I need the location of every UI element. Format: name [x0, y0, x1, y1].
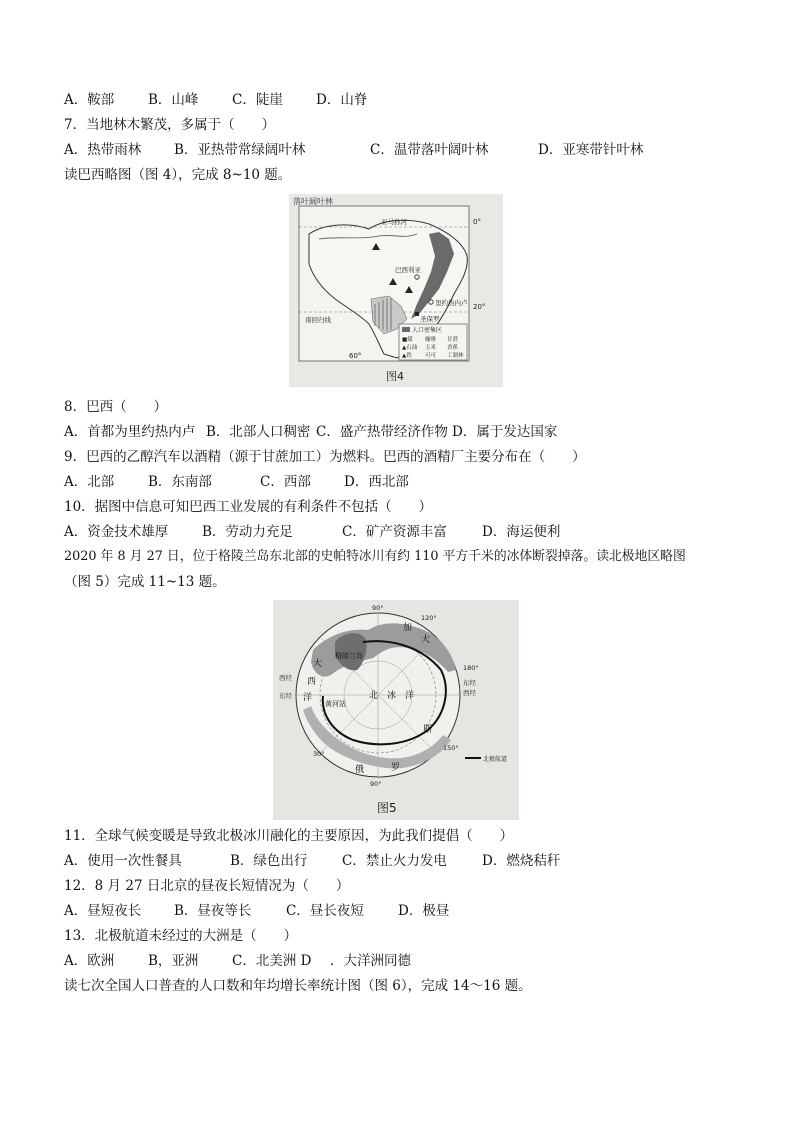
- fig5-da: 大: [313, 659, 323, 669]
- q7-option-a: A．热带雨林: [64, 142, 142, 158]
- fig5-russia-e: 俄: [355, 765, 365, 775]
- fig4-lon60-label: 60°: [349, 352, 362, 360]
- fig5-xi: 西: [307, 677, 317, 687]
- legend-item-7: ▲铁: [402, 353, 412, 359]
- q11-option-a: A．使用一次性餐具: [64, 853, 182, 869]
- q6-option-a: A．鞍部: [64, 92, 115, 108]
- fig4-tropic-label: 南回归线: [305, 316, 331, 324]
- fig5-yellowriver: 黄河站: [325, 700, 346, 708]
- legend-item-6: 香蕉: [447, 345, 459, 351]
- fig5-west: 西经: [279, 674, 292, 682]
- q11-option-d: D．燃烧秸秆: [482, 853, 561, 869]
- fig5-deg150: 150°: [443, 744, 459, 752]
- q8-option-c: C．盛产热带经济作物: [316, 424, 448, 440]
- fig5-deg90-bottom: 90°: [370, 780, 382, 788]
- q9-option-b: B．东南部: [148, 474, 212, 490]
- q8-option-d: D．属于发达国家: [452, 424, 558, 440]
- fig5-west-right: 西经: [463, 689, 476, 697]
- saopaulo-marker: [415, 312, 419, 316]
- q11-option-b: B．绿色出行: [230, 853, 308, 869]
- figure-4-brazil-map: [289, 194, 503, 387]
- q13-stem: 13．北极航道未经过的大洲是（ ）: [64, 928, 298, 944]
- fig5-caption: 图5: [377, 801, 397, 815]
- fig4-caption: 图4: [386, 370, 404, 383]
- fig5-canada-da: 大: [421, 635, 431, 645]
- q9-stem: 9．巴西的乙醇汽车以酒精（源于甘蔗加工）为燃料。巴西的酒精厂主要分布在（ ）: [64, 449, 586, 465]
- fig5-deg120: 120°: [421, 614, 437, 622]
- q8-option-a: A．首都为里约热内卢: [64, 424, 196, 440]
- q7-stem: 7．当地林木繁茂，多属于（ ）: [64, 117, 276, 133]
- fig5-canada-jia: 加: [403, 623, 413, 633]
- fig5-legend-label: 北极航道: [483, 756, 508, 763]
- q8-option-b: B．北部人口稠密: [206, 424, 311, 440]
- intro-11-13-line2: （图 5）完成 11~13 题。: [64, 574, 226, 590]
- fig5-greenland: 格陵兰岛: [335, 652, 363, 660]
- legend-item-4: ▲石油: [402, 345, 418, 351]
- fig5-deg90-top: 90°: [372, 604, 384, 612]
- q13-option-b: B，亚洲: [148, 953, 199, 969]
- q10-stem: 10．据图中信息可知巴西工业发展的有利条件不包括（ ）: [64, 499, 433, 515]
- fig4-brasilia-label: 巴西利亚: [395, 266, 421, 274]
- legend-item-8: 可可: [425, 353, 437, 359]
- q13-option-d: ．大洋洲同德: [330, 953, 411, 969]
- q10-option-d: D．海运便利: [482, 524, 561, 540]
- q6-option-c: C．陡崖: [232, 92, 283, 108]
- q9-option-c: C．西部: [260, 474, 311, 490]
- fig4-legend: [399, 324, 467, 360]
- q10-option-a: A．资金技术雄厚: [64, 524, 169, 540]
- fig4-rio-label: 里约热内卢: [435, 299, 468, 307]
- fig4-lat20-label: 20°: [473, 303, 486, 311]
- q9-option-a: A．北部: [64, 474, 115, 490]
- fig5-deg30: 30°: [313, 750, 325, 758]
- legend-title: 人口密集区: [412, 327, 443, 334]
- q10-option-b: B．劳动力充足: [202, 524, 293, 540]
- q12-option-c: C．昼长夜短: [286, 903, 364, 919]
- legend-item-3: 甘蔗: [447, 337, 459, 343]
- fig5-east: 东经: [279, 692, 292, 700]
- q12-option-b: B．昼夜等长: [174, 903, 252, 919]
- fig4-lat0-label: 0°: [473, 218, 481, 226]
- fig5-arctic-ocean: 北 冰 洋: [369, 691, 415, 701]
- q10-option-c: C．矿产资源丰富: [342, 524, 447, 540]
- fig5-russia-si: 斯: [423, 725, 433, 735]
- fig5-russia-luo: 罗: [391, 763, 401, 773]
- fig5-east-right: 东经: [463, 679, 476, 687]
- fig4-saopaulo-label: 圣保罗: [420, 315, 440, 323]
- legend-item-9: 工制林: [447, 353, 464, 359]
- legend-item-1: ■煤: [402, 337, 413, 343]
- legend-item-5: 玉米: [425, 345, 437, 351]
- q6-option-b: B．山峰: [148, 92, 199, 108]
- q12-option-d: D．极昼: [398, 903, 450, 919]
- fig5-yang: 洋: [303, 693, 313, 703]
- q9-option-d: D．西北部: [344, 474, 409, 490]
- q7-option-c: C．温带落叶阔叶林: [370, 142, 489, 158]
- q7-option-d: D．亚寒带针叶林: [538, 142, 644, 158]
- q12-stem: 12．8 月 27 日北京的昼夜长短情况为（ ）: [64, 878, 350, 894]
- fig4-amazon-label: 亚马孙河: [381, 218, 407, 226]
- intro-14-16: 读七次全国人口普查的人口数和年均增长率统计图（图 6），完成 14～16 题。: [64, 978, 532, 994]
- fig5-deg180: 180°: [463, 664, 479, 672]
- q13-option-a: A．欧洲: [64, 953, 115, 969]
- q13-option-c: C．北美洲 D: [232, 953, 312, 969]
- intro-8-10: 读巴西略图（图 4），完成 8~10 题。: [64, 167, 292, 183]
- q6-option-d: D．山脊: [316, 92, 368, 108]
- q7-option-b: B．亚热带常绿阔叶林: [174, 142, 306, 158]
- intro-11-13-line1: 2020 年 8 月 27 日，位于格陵兰岛东北部的史帕特冰川有约 110 平方千米的冰体断裂掉落。读北极地区略图: [64, 549, 686, 564]
- q8-stem: 8．巴西（ ）: [64, 399, 168, 415]
- figure-5-arctic-map: [273, 600, 519, 820]
- q11-stem: 11．全球气候变暖是导致北极冰川融化的主要原因，为此我们提倡（ ）: [64, 828, 514, 844]
- fig4-top-strip: 落叶阔叶林: [293, 197, 333, 206]
- q11-option-c: C．禁止火力发电: [342, 853, 447, 869]
- legend-item-2: 咖啡: [425, 337, 437, 343]
- q12-option-a: A．昼短夜长: [64, 903, 142, 919]
